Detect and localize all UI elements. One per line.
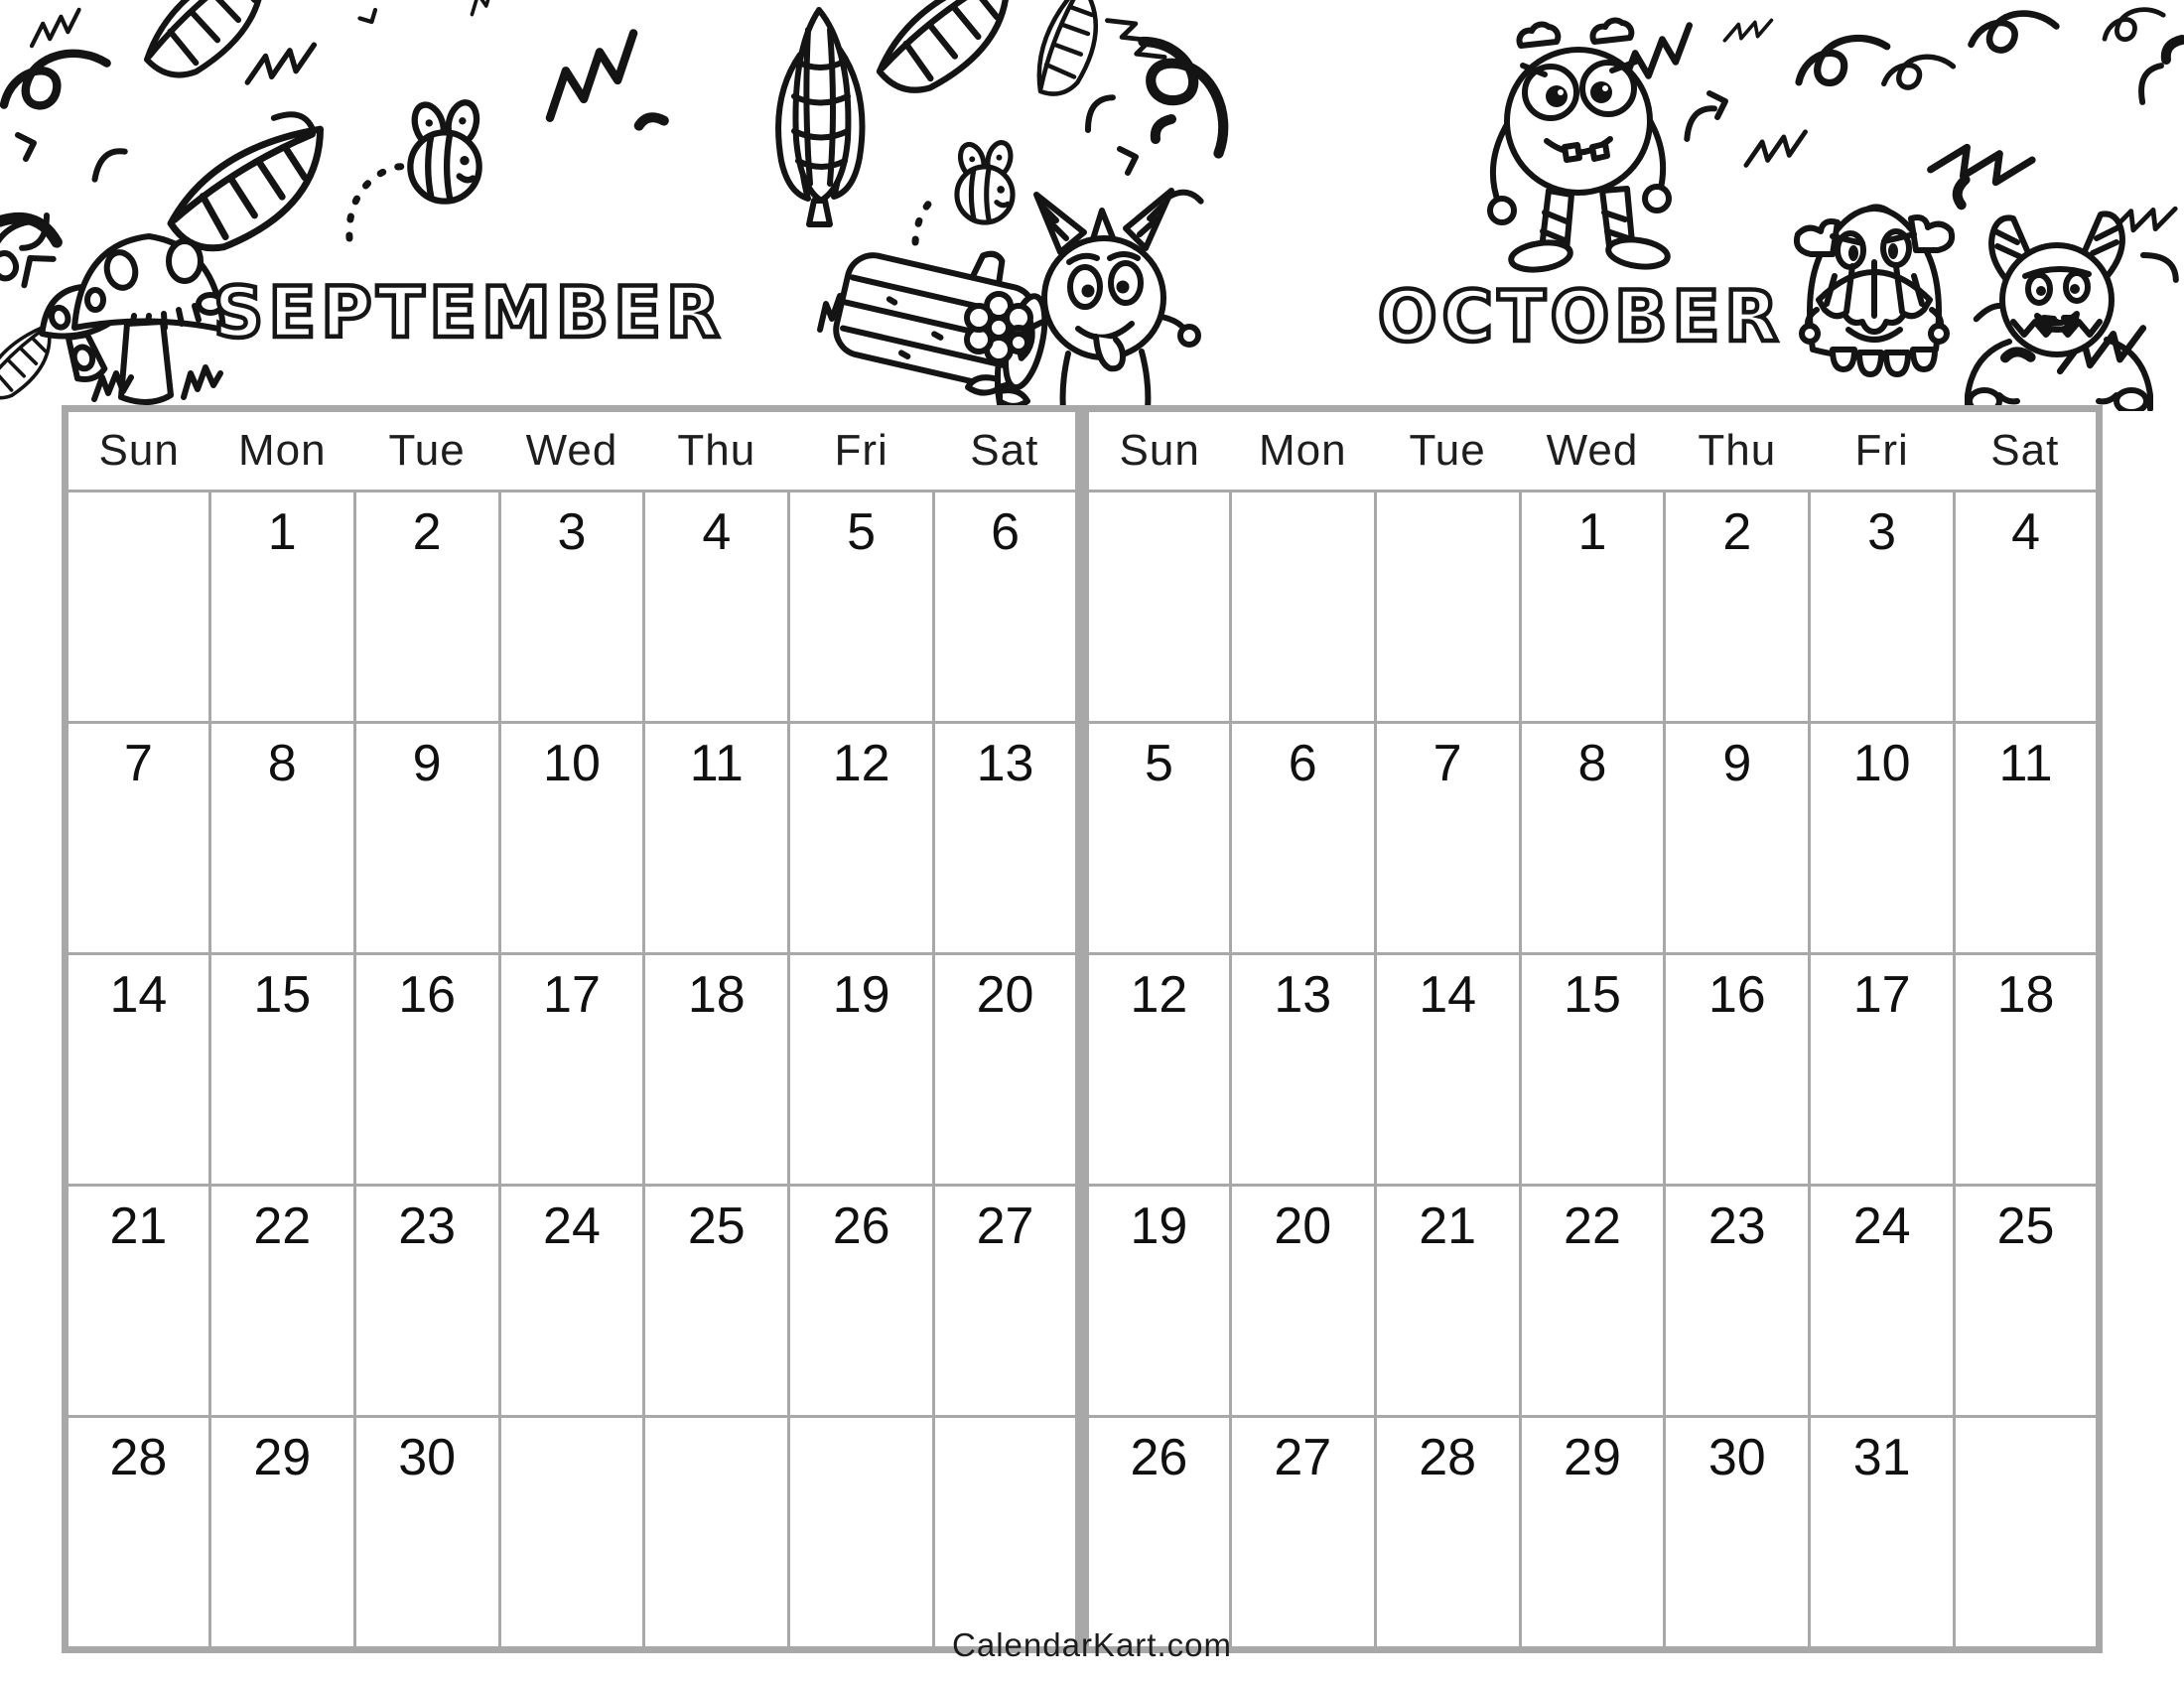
date-cell: 8 (209, 723, 354, 954)
date-cell: 26 (1086, 1417, 1231, 1650)
empty-date-cell (789, 1417, 934, 1650)
date-cell: 17 (499, 954, 644, 1186)
date-cell: 27 (1230, 1417, 1375, 1650)
date-cell: 22 (209, 1186, 354, 1417)
day-header-cell-thu: Thu (644, 409, 789, 492)
corn-icon (778, 10, 862, 224)
date-cell: 28 (1375, 1417, 1520, 1650)
date-cell: 25 (644, 1186, 789, 1417)
empty-date-cell (934, 1417, 1079, 1650)
empty-date-cell (1230, 492, 1375, 723)
date-cell: 11 (1955, 723, 2100, 954)
date-cell: 26 (789, 1186, 934, 1417)
date-cell: 3 (1810, 492, 1955, 723)
date-cell: 1 (209, 492, 354, 723)
day-header-cell-sat: Sat (934, 409, 1079, 492)
date-cell: 6 (934, 492, 1079, 723)
empty-date-cell (1086, 492, 1231, 723)
date-cell: 10 (1810, 723, 1955, 954)
mushroom-icon (17, 236, 223, 402)
day-header-cell-mon: Mon (209, 409, 354, 492)
date-cell: 29 (209, 1417, 354, 1650)
date-cell: 31 (1810, 1417, 1955, 1650)
calendar-grids (62, 405, 2103, 1653)
date-cell: 3 (499, 492, 644, 723)
bee-icon (349, 99, 1014, 242)
date-cell: 8 (1520, 723, 1665, 954)
date-cell: 4 (644, 492, 789, 723)
date-cell: 9 (1665, 723, 1810, 954)
day-header-cell-sat: Sat (1955, 409, 2100, 492)
date-cell: 4 (1955, 492, 2100, 723)
day-header-cell-thu: Thu (1665, 409, 1810, 492)
date-cell: 1 (1520, 492, 1665, 723)
day-header-cell-tue: Tue (354, 409, 499, 492)
date-cell: 16 (354, 954, 499, 1186)
date-cell: 2 (1665, 492, 1810, 723)
empty-date-cell (644, 1417, 789, 1650)
empty-date-cell (1375, 492, 1520, 723)
september-title: SEPTEMBER (213, 272, 725, 353)
date-cell: 21 (66, 1186, 210, 1417)
empty-date-cell (1955, 1417, 2100, 1650)
day-header-cell-fri: Fri (1810, 409, 1955, 492)
date-cell: 20 (934, 954, 1079, 1186)
october-title: OCTOBER (1378, 276, 1784, 357)
date-cell: 23 (1665, 1186, 1810, 1417)
date-cell: 15 (1520, 954, 1665, 1186)
date-cell: 23 (354, 1186, 499, 1417)
date-cell: 29 (1520, 1417, 1665, 1650)
date-cell: 28 (66, 1417, 210, 1650)
date-cell: 18 (1955, 954, 2100, 1186)
date-cell: 11 (644, 723, 789, 954)
day-header-cell-sun: Sun (66, 409, 210, 492)
date-cell: 19 (1086, 1186, 1231, 1417)
day-header-cell-wed: Wed (1520, 409, 1665, 492)
date-cell: 6 (1230, 723, 1375, 954)
day-header-cell-sun: Sun (1086, 409, 1231, 492)
september-calendar-grid (62, 405, 1082, 1653)
date-cell: 20 (1230, 1186, 1375, 1417)
date-cell: 12 (1086, 954, 1231, 1186)
date-cell: 10 (499, 723, 644, 954)
date-cell: 17 (1810, 954, 1955, 1186)
date-cell: 12 (789, 723, 934, 954)
date-cell: 27 (934, 1186, 1079, 1417)
date-cell: 5 (789, 492, 934, 723)
day-header-cell-wed: Wed (499, 409, 644, 492)
date-cell: 25 (1955, 1186, 2100, 1417)
date-cell: 30 (354, 1417, 499, 1650)
yeti-monster-icon (1968, 213, 2150, 411)
date-cell: 13 (1230, 954, 1375, 1186)
date-cell: 13 (934, 723, 1079, 954)
date-cell: 14 (1375, 954, 1520, 1186)
date-cell: 16 (1665, 954, 1810, 1186)
date-cell: 15 (209, 954, 354, 1186)
empty-date-cell (66, 492, 210, 723)
date-cell: 7 (66, 723, 210, 954)
date-cell: 18 (644, 954, 789, 1186)
day-header-cell-mon: Mon (1230, 409, 1375, 492)
date-cell: 24 (499, 1186, 644, 1417)
october-calendar-grid (1082, 405, 2103, 1653)
day-header-cell-fri: Fri (789, 409, 934, 492)
date-cell: 14 (66, 954, 210, 1186)
date-cell: 24 (1810, 1186, 1955, 1417)
date-cell: 9 (354, 723, 499, 954)
empty-date-cell (499, 1417, 644, 1650)
date-cell: 19 (789, 954, 934, 1186)
day-header-cell-tue: Tue (1375, 409, 1520, 492)
date-cell: 2 (354, 492, 499, 723)
date-cell: 5 (1086, 723, 1231, 954)
tall-fuzzy-monster-icon (1490, 21, 1670, 274)
date-cell: 30 (1665, 1417, 1810, 1650)
footer-watermark: CalendarKart.com (952, 1626, 1232, 1663)
date-cell: 21 (1375, 1186, 1520, 1417)
date-cell: 7 (1375, 723, 1520, 954)
mustache-monster-icon (1797, 208, 1952, 375)
date-cell: 22 (1520, 1186, 1665, 1417)
